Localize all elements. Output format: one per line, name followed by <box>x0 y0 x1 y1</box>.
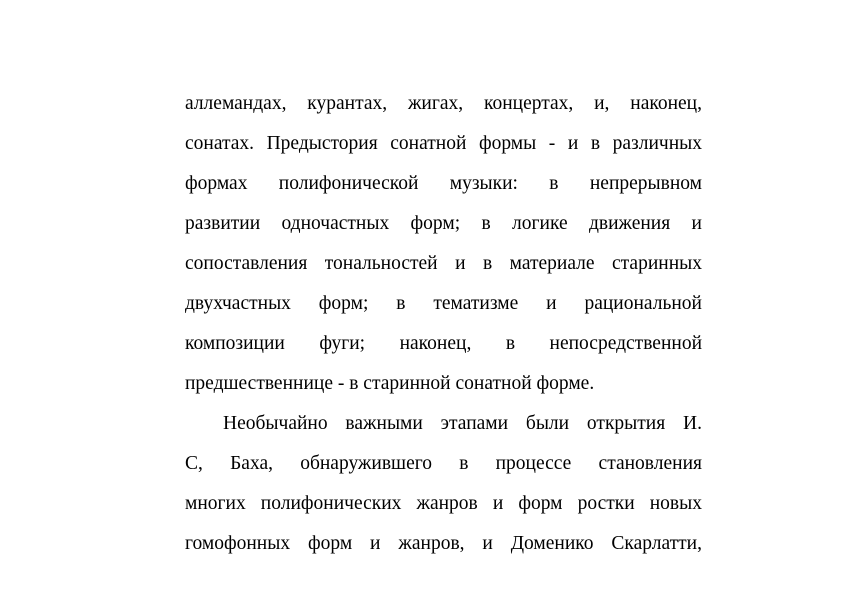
body-text <box>185 84 702 564</box>
text-line: композиции фуги; наконец, в непосредственной <box>185 333 702 354</box>
text-line: аллемандах, курантах, жигах, концертах, и, наконец, <box>185 93 702 114</box>
paragraph-first-line: Необычайно важными этапами были открытия И. <box>223 413 702 434</box>
text-line: С, Баха, обнаружившего в процессе становления <box>185 453 702 474</box>
text-line: гомофонных форм и жанров, и Доменико Скарлатти, <box>185 533 702 554</box>
text-line: предшественнице - в старинной сонатной форме. <box>185 373 595 394</box>
text-line: двухчастных форм; в тематизме и рациональной <box>185 293 702 314</box>
text-line: сонатах. Предыстория сонатной формы - и в различных <box>185 133 702 154</box>
text-line: развитии одночастных форм; в логике движения и <box>185 213 702 234</box>
text-line: формах полифонической музыки: в непрерывном <box>185 173 702 194</box>
text-line: сопоставления тональностей и в материале старинных <box>185 253 702 274</box>
text-line: многих полифонических жанров и форм ростки новых <box>185 493 702 514</box>
